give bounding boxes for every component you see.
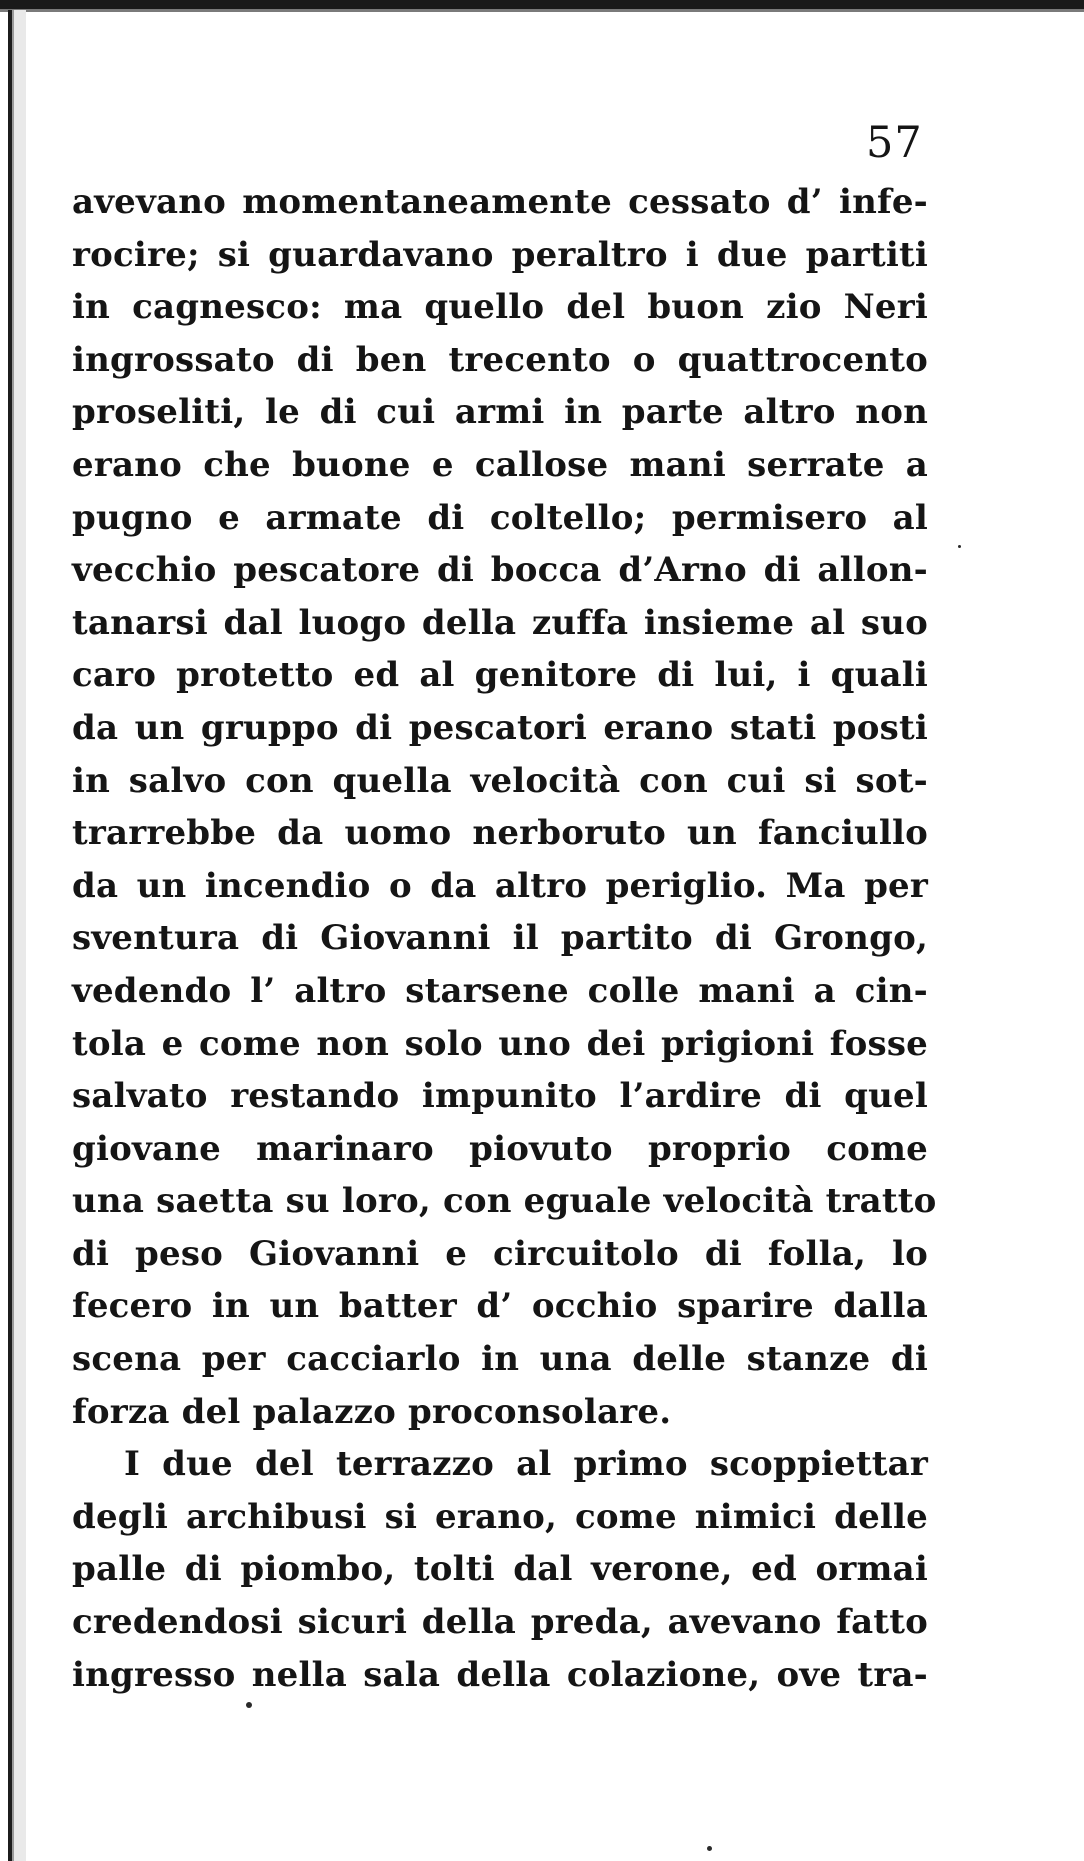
text-line: una saetta su loro, con eguale velocità tratto [72,1181,937,1222]
text-line: caro protetto ed al genitore di lui, i quali [72,655,928,696]
body-text [72,176,937,1701]
text-line: credendosi sicuri della preda, avevano fatto [72,1602,928,1643]
ink-speck [707,1846,712,1851]
text-line: in salvo con quella velocità con cui si sot- [72,760,928,801]
page-number: 57 [866,118,923,168]
text-line: proseliti, le di cui armi in parte altro non [72,392,928,433]
text-line: rocire; si guardavano peraltro i due partiti [72,234,928,275]
text-line: erano che buone e callose mani serrate a [72,444,928,485]
paragraph-start-line: I due del terrazzo al primo scoppiettar [124,1444,928,1485]
text-line: fecero in un batter d’ occhio sparire dalla [72,1286,928,1327]
text-line: tola e come non solo uno dei prigioni fosse [72,1023,928,1064]
text-line: in cagnesco: ma quello del buon zio Neri [72,287,928,328]
text-line: giovane marinaro piovuto proprio come [72,1128,928,1169]
text-line: pugno e armate di coltello; permisero al [72,497,928,538]
text-line: ingresso nella sala della colazione, ove tra- [72,1654,928,1695]
text-line: trarrebbe da uomo nerboruto un fanciullo [72,813,928,854]
text-line: forza del palazzo proconsolare. [72,1391,672,1432]
text-line: avevano momentaneamente cessato d’ infe- [72,182,928,222]
text-line: vecchio pescatore di bocca d’Arno di allon- [72,550,928,591]
text-line: salvato restando impunito l’ardire di quel [72,1076,928,1117]
text-line: scena per cacciarlo in una delle stanze di [72,1339,928,1380]
top-border [0,0,1084,12]
text-line: da un incendio o da altro periglio. Ma per [72,865,928,906]
text-line: ingrossato di ben trecento o quattrocento [72,339,928,380]
ink-speck [958,545,961,548]
text-line: da un gruppo di pescatori erano stati posti [72,707,928,748]
text-line: sventura di Giovanni il partito di Grongo, [72,918,928,959]
text-line: degli archibusi si erano, come nimici delle [72,1496,928,1537]
text-line: palle di piombo, tolti dal verone, ed ormai [72,1549,928,1590]
text-line: tanarsi dal luogo della zuffa insieme al suo [72,602,928,643]
text-line: vedendo l’ altro starsene colle mani a cin- [72,970,928,1011]
text-line: di peso Giovanni e circuitolo di folla, lo [72,1233,928,1274]
page-binding-edge [8,10,26,1861]
ink-speck [246,1702,252,1708]
